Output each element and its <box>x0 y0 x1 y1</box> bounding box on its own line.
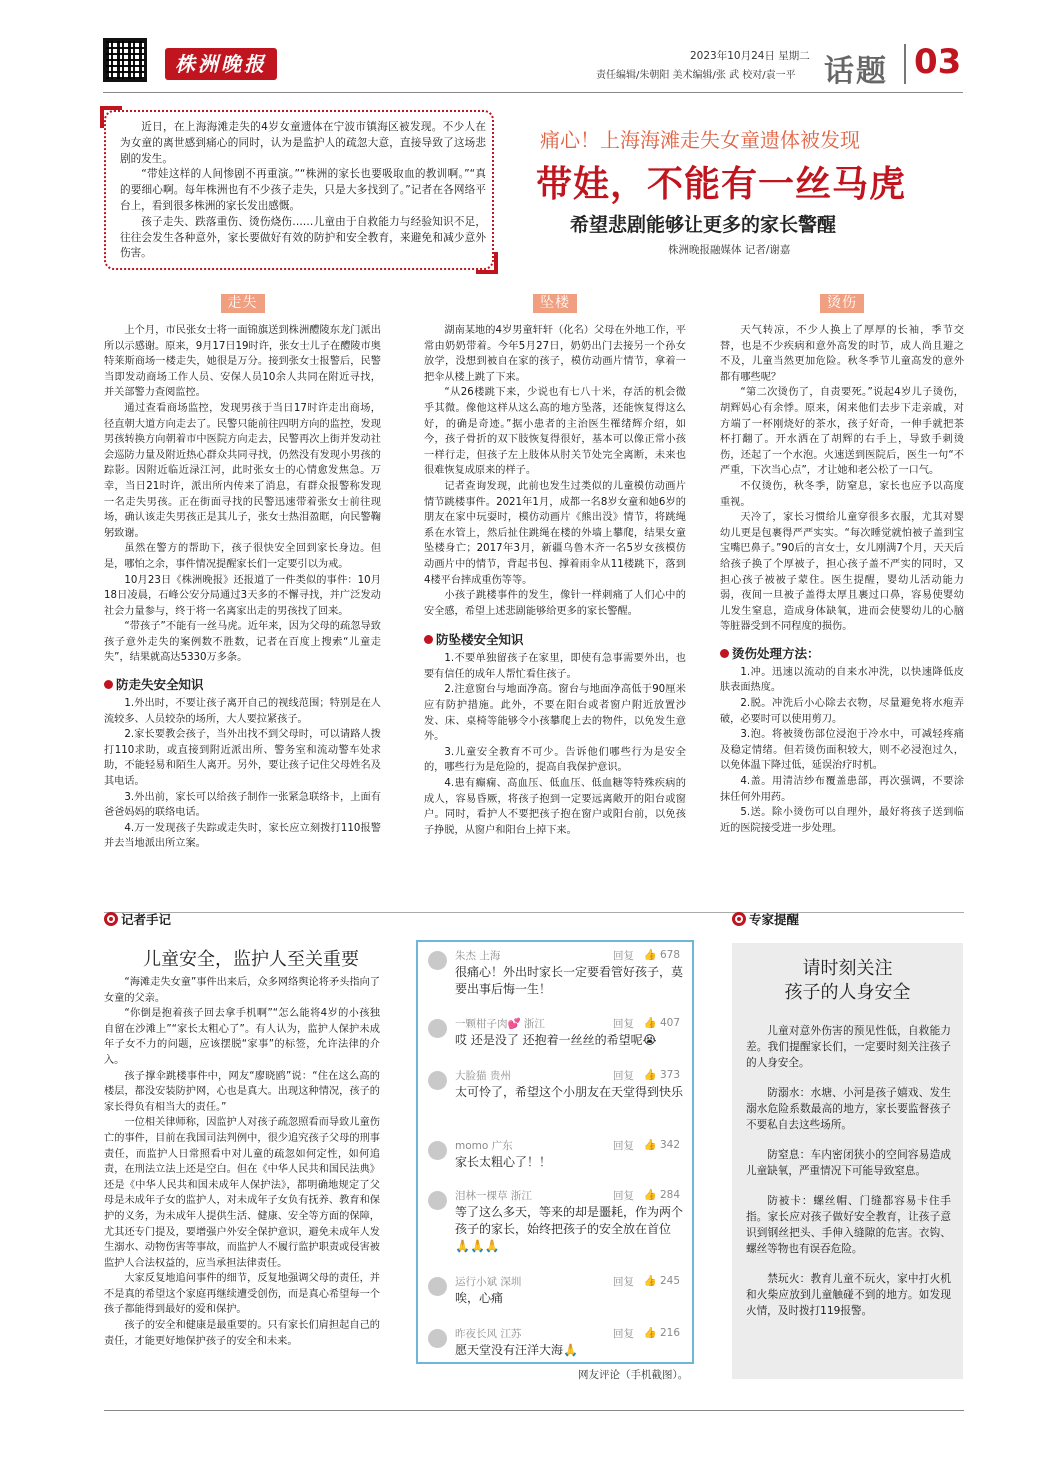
comment-text: 很痛心！外出时家长一定要看管好孩子，莫要出事后悔一生！ <box>455 965 684 996</box>
burn-tips-heading <box>720 645 964 663</box>
burn-paragraph: 不仅烫伤，秋冬季，防窒息，家长也应予以高度重视。 <box>720 480 964 508</box>
expert-paragraph: 防被卡：螺丝帽、门缝都容易卡住手指。家长应对孩子做好安全教育，让孩子意识到钢丝把头、手伸入缝隙的危害。衣钩、螺丝等物也有误吞危险。 <box>746 1195 951 1255</box>
lost-paragraph: 通过查看商场监控，发现男孩于当日17时许走出商场，径直朝大道方向走去了。民警只能前往四明方向的监控，发现男孩转换方向朝着市中医院方向走去，民警再次上街并发动社会巡防力量及附近热心群众共同寻找，仍然没有发现小男孩的踪影。因附近临近渌江河，此时张女士的心情愈发焦急。万幸，当日21时许，派出所内传来了消息，有群众报警称发现一名走失男孩。正在街面寻找的民警迅速带着张女士前往现场，确认该走失男孩正是其儿子，张女士热泪盈眶，向民警鞠躬致谢。 <box>104 402 381 539</box>
burn-heading <box>720 292 964 313</box>
fall-paragraph: 记者查询发现，此前也发生过类似的儿童模仿动画片情节跳楼事件。2021年1月，成都一名8岁女童和她6岁的朋友在家中玩耍时，模仿动画片《熊出没》情节，将跳绳系在水管上，然后扯住跳绳在楼的外墙上攀爬，结果女童坠楼身亡；2017年3月，新疆乌鲁木齐一名5岁女孩模仿动画片中的情节，背起书包、撑着雨伞从11楼跳下，落到4楼平台摔成重伤等等。 <box>424 480 686 586</box>
comment-item <box>428 1188 684 1258</box>
avatar <box>428 1329 447 1348</box>
intro-text <box>120 120 486 262</box>
intro-paragraph: 近日，在上海海滩走失的4岁女童遗体在宁波市镇海区被发现。不少人在为女童的离世感到痛心的同时，认为是监护人的疏忽大意，直接导致了这场悲剧的发生。 <box>120 121 486 165</box>
like-number: 407 <box>659 1017 680 1029</box>
notes-paragraph: “你倒是抱着孩子回去拿手机啊”“怎么能将4岁的小孩独自留在沙滩上”“家长太粗心了”。有人认为，监护人保护未成年子女不力的问题，应该摆脱“家事”的标签，允许法律的介入。 <box>104 1008 380 1066</box>
expert-title-1: 请时刻关注 <box>802 958 893 979</box>
footer-rule <box>104 1410 964 1411</box>
fall-tip: 3.儿童安全教育不可少。告诉他们哪些行为是安全的，哪些行为是危险的，提高自我保护意识。 <box>424 746 686 774</box>
comment-text: 家长太粗心了！！ <box>455 1155 552 1169</box>
like-number: 678 <box>659 949 680 961</box>
notes-paragraph: 大家反复地追问事件的细节，反复地强调父母的责任，并不是真的希望这个家庭再继续遭受创伤，而是真心希望每一个孩子都能得到最好的爱和保护。 <box>104 1273 380 1316</box>
burn-tip: 5.送。除小烫伤可以自理外，最好将孩子送到临近的医院接受进一步处理。 <box>720 807 964 834</box>
paper-logo <box>165 48 277 80</box>
comment-author: 昨夜长风 江苏 <box>455 1328 522 1340</box>
notes-tag-label: 记者手记 <box>121 912 172 927</box>
byline: 株洲晚报融媒体 记者/谢嘉 <box>668 244 791 256</box>
lost-tips-heading <box>104 676 381 694</box>
reply-link[interactable]: 回复 <box>613 1140 634 1152</box>
comment-author: 大脸猫 贵州 <box>455 1070 511 1082</box>
section-divider <box>904 44 906 84</box>
lost-heading-label: 走失 <box>221 294 265 313</box>
comment-item <box>428 1326 684 1362</box>
editors-line: 责任编辑/朱朝阳 美术编辑/张 武 校对/袁一平 <box>596 70 796 81</box>
lost-tip: 4.万一发现孩子失踪或走失时，家长应立刻拨打110报警并去当地派出所立案。 <box>104 822 381 850</box>
avatar <box>428 1191 447 1210</box>
burn-tips <box>720 665 964 837</box>
burn-body <box>720 323 964 635</box>
fall-tips-heading <box>424 631 686 649</box>
column-burn <box>720 292 964 836</box>
burn-tip: 2.脱。冲洗后小心除去衣物，尽量避免将水疱弄破，必要时可以使用剪刀。 <box>720 698 964 725</box>
reply-link[interactable]: 回复 <box>613 1276 634 1288</box>
fall-paragraph: 小孩子跳楼事件的发生，像针一样刺痛了人们心中的安全感，希望上述悲剧能够给更多的家长警醒。 <box>424 590 686 617</box>
comment-author: 朱杰 上海 <box>455 950 501 962</box>
burn-tip: 1.冲。迅速以流动的自来水冲洗，以快速降低皮肤表面热度。 <box>720 666 964 694</box>
bullet-dot-icon <box>104 680 113 689</box>
date-line: 2023年10月24日 星期二 <box>690 50 810 62</box>
burn-heading-label: 烫伤 <box>820 294 864 313</box>
notes-body <box>104 975 380 1349</box>
column-lost <box>104 292 381 852</box>
intro-box <box>104 110 494 270</box>
burn-paragraph: “第二次烫伤了，自责要死。”说起4岁儿子烫伤，胡辉妈心有余悸。原来，闲来他们去步下走亲戚，对方端了一杯刚烧好的茶水，孩子好奇，一伸手就把茶杯打翻了。开水洒在了胡辉的右手上，导致手刺烫伤，还起了一个水泡。火速送到医院后，医生一句“不严重，下次当心点”，才让她和老公松了一口气。 <box>720 387 964 477</box>
like-count[interactable]: 👍 342 <box>643 1139 680 1151</box>
fall-tip: 1.不要单独留孩子在家里，即使有急事需要外出，也要有信任的成年人帮忙看住孩子。 <box>424 653 686 680</box>
notes-paragraph: “海滩走失女童”事件出来后，众多网络舆论将矛头指向了女童的父亲。 <box>104 977 380 1004</box>
expert-paragraph: 儿童对意外伤害的预见性低，自救能力差。我们提醒家长们，一定要时刻关注孩子的人身安全。 <box>746 1025 951 1069</box>
comment-text: 太可怜了，希望这个小朋友在天堂得到快乐 <box>455 1085 684 1099</box>
page-number: 03 <box>914 42 962 82</box>
burn-paragraph: 天气转凉，不少人换上了厚厚的长袖，季节交替，也是不少疾病和意外高发的时节，成人尚且避之不及，儿童当然更加危险。秋冬季节儿童高发的意外都有哪些呢？ <box>720 325 964 383</box>
comments-screenshot <box>416 940 694 1364</box>
lost-paragraph: “带孩子”不能有一丝马虎。近年来，因为父母的疏忽导致孩子意外走失的案例数不胜数，记者在百度上搜索“儿童走失”，结果就高达5330万多条。 <box>104 621 381 664</box>
expert-body <box>746 1023 951 1319</box>
lost-paragraph: 虽然在警方的帮助下，孩子很快安全回到家长身边。但是，哪怕之余，事件情况提醒家长们一定要引以为戒。 <box>104 543 381 570</box>
expert-tag <box>732 910 799 928</box>
reply-link[interactable]: 回复 <box>613 1070 634 1082</box>
lost-heading <box>104 292 381 313</box>
burn-tip: 3.泡。将被烫伤部位浸泡于冷水中，可减轻疼痛及稳定情绪。但若烫伤面积较大，则不必浸泡过久，以免体温下降过低，延误治疗时机。 <box>720 729 964 772</box>
fall-tips <box>424 651 686 838</box>
bottom-rule <box>104 912 964 913</box>
like-count[interactable]: 👍 678 <box>643 949 680 961</box>
intro-corner-mark <box>100 106 122 128</box>
like-count[interactable]: 👍 245 <box>643 1275 680 1287</box>
comment-text: 唉，心痛 <box>455 1291 504 1305</box>
notes-title: 儿童安全，监护人至关重要 <box>143 949 359 970</box>
intro-paragraph: 孩子走失、跌落重伤、烫伤烧伤……儿童由于自救能力与经验知识不足，往往会发生各种意外，家长要做好有效的防护和安全教育，来避免和减少意外伤害。 <box>120 215 486 260</box>
qr-code <box>103 38 147 82</box>
reply-link[interactable]: 回复 <box>613 1190 634 1202</box>
comment-item <box>428 948 684 998</box>
headline-subtitle: 希望悲剧能够让更多的家长警醒 <box>570 214 837 236</box>
lost-paragraph: 上个月，市民张女士将一面锦旗送到株洲醴陵东龙门派出所以示感谢。原来，9月17日19时许，张女士儿子在醴陵市奥特莱斯商场一楼走失，她很是万分。接到张女士报警后，民警当即发动商场工作人员、安保人员10余人共同在附近寻找，并关部警力查阅监控。 <box>104 325 381 399</box>
fall-paragraph: 湖南某地的4岁男童轩轩（化名）父母在外地工作，平常由奶奶带着。今年5月27日，奶奶出门去接另一个孙女放学，没想到被自在家的孩子，模仿动画片情节，拿着一把伞从楼上跳了下来。 <box>424 325 686 383</box>
like-count[interactable]: 👍 216 <box>643 1327 680 1339</box>
like-number: 216 <box>659 1327 680 1339</box>
avatar <box>428 1071 447 1090</box>
comment-item <box>428 1068 684 1118</box>
lost-tip: 2.家长要教会孩子，当外出找不到父母时，可以请路人拨打110求助，或直接到附近派出所、警务室和流动警车处求助，不能轻易和陌生人离开。另外，要让孩子记住父母姓名及其电话。 <box>104 729 381 788</box>
lost-tips-heading-label: 防走失安全知识 <box>116 677 204 693</box>
comment-author: momo 广东 <box>455 1140 513 1152</box>
lost-body <box>104 323 381 666</box>
ring-icon <box>732 912 746 926</box>
section-name: 话题 <box>824 54 888 89</box>
comment-author: 运行小斌 深圳 <box>455 1276 522 1288</box>
avatar <box>428 1141 447 1160</box>
comment-item <box>428 1138 684 1178</box>
comment-author: 一颗柑子肉💕 浙江 <box>455 1018 545 1030</box>
headline-kicker: 痛心！上海海滩走失女童遗体被发现 <box>540 128 860 152</box>
like-number: 342 <box>659 1139 680 1151</box>
notes-tag <box>104 910 171 928</box>
expert-tag-label: 专家提醒 <box>749 912 800 927</box>
lost-tip: 3.外出前，家长可以给孩子制作一张紧急联络卡，上面有爸爸妈妈的联络电话。 <box>104 791 381 819</box>
like-count[interactable]: 👍 284 <box>643 1189 680 1201</box>
notes-paragraph: 孩子的安全和健康是最重要的。只有家长们肩担起自己的责任，才能更好地保护孩子的安全和未来。 <box>104 1320 380 1347</box>
expert-paragraph: 防窒息：车内密闭狭小的空间容易造成儿童缺氧，严重情况下可能导致窒息。 <box>746 1149 951 1177</box>
expert-title-2: 孩子的人身安全 <box>784 982 911 1003</box>
avatar <box>428 951 447 970</box>
column-fall <box>424 292 686 838</box>
like-count[interactable]: 👍 407 <box>643 1017 680 1029</box>
reply-link[interactable]: 回复 <box>613 1328 634 1340</box>
reply-link[interactable]: 回复 <box>613 1018 634 1030</box>
intro-paragraph: “带娃这样的人间惨剧不再重演。”“株洲的家长也要吸取血的教训啊。”“真的要细心啊。每年株洲也有不少孩子走失，只是大多找到了。”记者在各网络平台上，看到很多株洲的家长发出感慨。 <box>120 168 486 212</box>
bullet-dot-icon <box>720 649 729 658</box>
like-count[interactable]: 👍 373 <box>643 1069 680 1081</box>
fall-tip: 4.患有癫痫、高血压、低血压、低血糖等特殊疾病的成人，容易昏厥，将孩子抱到一定要远离敞开的阳台或窗户。同时，看护人不要把孩子抱在窗户或阳台前，以免孩子挣脱，从窗户和阳台上掉下来。 <box>424 778 686 836</box>
lost-tip: 1.外出时，不要让孩子离开自己的视线范围；特别是在人流较多、人员较杂的场所，大人要拉紧孩子。 <box>104 698 381 725</box>
fall-tip: 2.注意窗台与地面净高。窗台与地面净高低于90厘米应有防护措施。此外，不要在阳台或者窗户附近放置沙发、床、桌椅等能够令小孩攀爬上去的物件，以免发生意外。 <box>424 684 686 743</box>
fall-paragraph: “从26楼跳下来，少说也有七八十米，存活的机会微乎其微。像他这样从这么高的地方坠落，还能恢复得这么好，的确是奇迹。”据小患者的主治医生罹绪辉介绍，如今，孩子骨折的双下肢恢复得很好，基本可以像正常小孩一样行走，但孩子左上肢体从肘关节处完全离断，未来也很难恢复成原来的样子。 <box>424 387 686 477</box>
avatar <box>428 1277 447 1296</box>
reply-link[interactable]: 回复 <box>613 950 634 962</box>
lost-tips <box>104 696 381 852</box>
avatar <box>428 1019 447 1038</box>
fall-body <box>424 323 686 619</box>
fall-heading-label: 坠楼 <box>533 294 577 313</box>
masthead-rule <box>103 92 963 93</box>
ring-icon <box>104 912 118 926</box>
like-number: 245 <box>659 1275 680 1287</box>
paper-logo-text: 株洲晚报 <box>175 52 267 76</box>
burn-tips-heading-label: 烫伤处理方法： <box>732 645 820 661</box>
fall-tips-heading-label: 防坠楼安全知识 <box>436 632 524 648</box>
notes-paragraph: 一位相关律师称，因监护人对孩子疏忽照看而导致儿童伤亡的事件，目前在我国司法判例中，很少追究孩子父母的刑事责任，而监护人日常照看中对儿童的疏忽如何定性，如何追责，在刑法立法上还是空白。但在《中华人民共和国民法典》还是《中华人民共和国未成年人保护法》，都明确地规定了父母是未成年子女的监护人，对未成年子女负有抚养、教育和保护的义务，为未成年人提供生活、健康、安全等方面的保障，尤其还专门提及，要增强户外安全保护意识，避免未成年人发生溺水、动物伤害等事故，而监护人不履行监护职责或侵害被监护人合法权益的，应当承担法律责任。 <box>104 1117 380 1269</box>
expert-box <box>732 943 963 1379</box>
comment-text: 愿天堂没有汪洋大海🙏 <box>455 1343 578 1357</box>
burn-paragraph: 天冷了，家长习惯给儿童穿很多衣服，尤其对婴幼儿更是包裹得严严实实。“每次睡觉就怕被子盖到宝宝嘴巴鼻子。”90后的言女士，女儿刚满7个月，天天后给孩子换了个厚被子，担心孩子盖不严实的同时，又担心孩子被被子蒙住。医生提醒，婴幼儿活动能力弱，夜间一旦被子盖得太厚且裹过口鼻，容易使婴幼儿发生窒息，造成身体缺氧，进而会使婴幼儿的心脑等脏器受到不同程度的损伤。 <box>720 512 964 633</box>
comments-caption: 网友评论（手机截图）。 <box>578 1369 689 1381</box>
expert-paragraph: 禁玩火：教育儿童不玩火，家中打火机和火柴应放到儿童触碰不到的地方。如发现火情，及时拨打119报警。 <box>746 1273 951 1317</box>
burn-tip: 4.盖。用清洁纱布覆盖患部，再次强调，不要涂抹任何外用药。 <box>720 776 964 803</box>
comment-author: 泪林一棵草 浙江 <box>455 1190 532 1202</box>
comment-text: 哎 还是没了 还抱着一丝丝的希望呢😭 <box>455 1033 657 1047</box>
like-number: 373 <box>659 1069 680 1081</box>
comment-item <box>428 1274 684 1314</box>
like-number: 284 <box>659 1189 680 1201</box>
notes-paragraph: 孩子撑伞跳楼事件中，网友“廖晓鸥”说：“住在这么高的楼层，都没安装防护网，心也是真大。出现这种情况，孩子的家长得负有相当大的责任。” <box>104 1070 380 1113</box>
comment-text: 等了这么多天，等来的却是噩耗，作为两个孩子的家长，始终把孩子的安全放在首位🙏🙏🙏 <box>455 1205 684 1253</box>
bullet-dot-icon <box>424 635 433 644</box>
fall-heading <box>424 292 686 313</box>
headline-title: 带娃，不能有一丝马虎 <box>536 164 907 205</box>
comment-item <box>428 1016 684 1056</box>
expert-paragraph: 防溺水：水塘、小河是孩子嬉戏、发生溺水危险系数最高的地方，家长要监督孩子不要私自去这些场所。 <box>746 1087 951 1131</box>
lost-paragraph: 10月23日《株洲晚报》还报道了一件类似的事件：10月18日凌晨，石峰公安分局通过3天多的不懈寻找，并广泛发动社会力量参与，终于将一名离家出走的男孩找了回来。 <box>104 574 381 617</box>
